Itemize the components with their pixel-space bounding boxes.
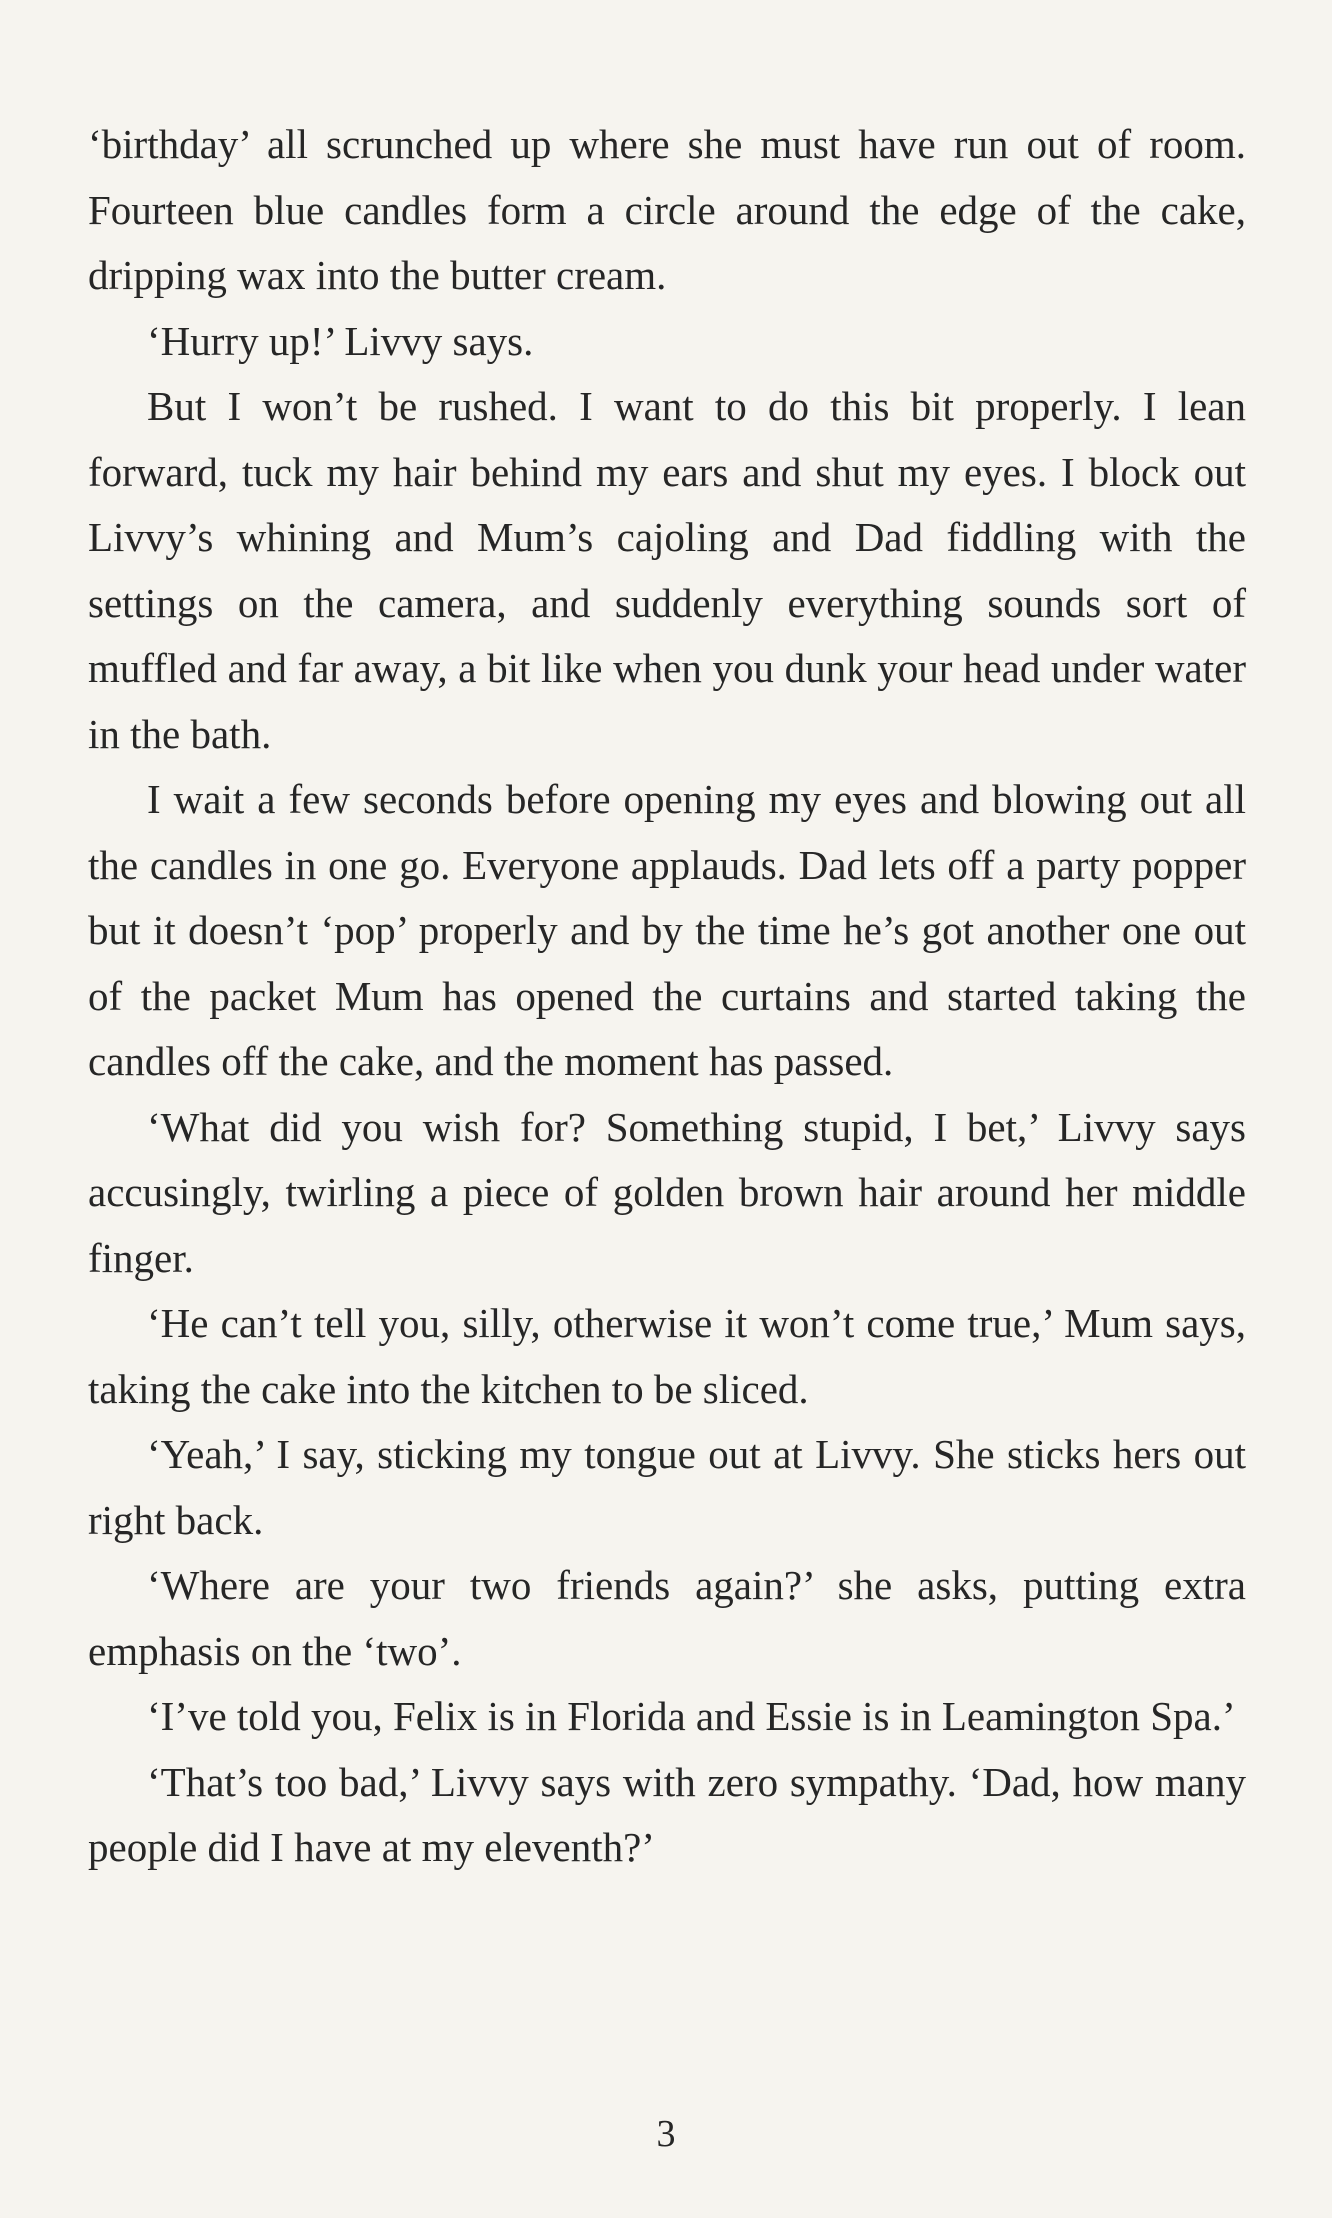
paragraph: ‘Hurry up!’ Livvy says. [147,317,534,364]
paragraph: ‘What did you wish for? Something stupid, I bet,’ Livvy says accusingly, twirling a piece of golden brown hair around her middle finger. [88,1103,1246,1281]
paragraph: ‘Yeah,’ I say, sticking my tongue out at Livvy. She sticks hers out right back. [88,1431,1246,1543]
paragraph: ‘He can’t tell you, silly, otherwise it won’t come true,’ Mum says, taking the cake into the kitchen to be sliced. [88,1300,1246,1412]
paragraph: ‘Where are your two friends again?’ she asks, putting extra emphasis on the ‘two’. [88,1562,1246,1674]
body-text [88,112,1246,1881]
paragraph-continued: ‘birthday’ all scrunched up where she must have run out of room. Fourteen blue candles form a circle around the edge of the cake, dripping wax into the butter cream. [88,121,1246,298]
paragraph: I wait a few seconds before opening my eyes and blowing out all the candles in one go. Everyone applauds. Dad lets off a party popper but it doesn’t ‘pop’ properly and by the time he’s got another one out of the packet Mum has opened the curtains and started taking the candles off the cake, and the moment has passed. [88,776,1246,1084]
paragraph: ‘That’s too bad,’ Livvy says with zero sympathy. ‘Dad, how many people did I have at my eleventh?’ [88,1758,1246,1870]
paragraph: ‘I’ve told you, Felix is in Florida and Essie is in Leamington Spa.’ [147,1693,1236,1739]
page-number: 3 [656,2113,676,2155]
paragraph: But I won’t be rushed. I want to do this bit properly. I lean forward, tuck my hair behind my ears and shut my eyes. I block out Livvy’s whining and Mum’s cajoling and Dad fiddling with the settings on the camera, and suddenly everything sounds sort of muffled and far away, a bit like when you dunk your head under water in the bath. [88,383,1246,757]
